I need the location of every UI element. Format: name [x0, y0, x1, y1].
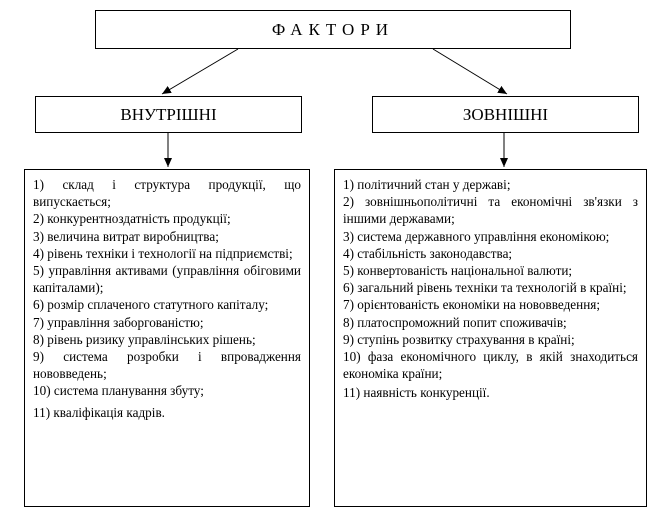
list-item: 5) управління активами (управління обіговими капіталами);	[33, 263, 301, 296]
internal-heading-box	[35, 96, 302, 133]
factors-title: ФАКТОРИ	[271, 19, 395, 39]
list-item: 11) кваліфікація кадрів.	[33, 404, 165, 420]
external-factors-list	[334, 169, 647, 507]
list-item: 1) політичний стан у державі;	[343, 177, 511, 192]
list-item: 5) конвертованість національної валюти;	[343, 263, 573, 279]
list-item: 2) зовнішньополітичні та економічні зв'язки з іншими державами;	[343, 194, 638, 227]
arrow-to-internal	[162, 49, 238, 94]
list-item: 4) рівень техніки і технології на підприємстві;	[33, 245, 293, 261]
list-item: 6) загальний рівень техніки та технологій в країні;	[343, 280, 627, 296]
list-item: 4) стабільність законодавства;	[343, 245, 513, 261]
list-item: 6) розмір сплаченого статутного капіталу;	[33, 297, 269, 313]
list-item: 1) склад і структура продукції, що випускається;	[33, 177, 301, 210]
list-item: 11) наявність конкуренції.	[343, 385, 490, 401]
list-item: 10) фаза економічного циклу, в якій знаходиться економіка країни;	[343, 349, 638, 382]
list-item: 7) управління заборгованістю;	[33, 314, 204, 330]
list-item: 8) рівень ризику управлінських рішень;	[33, 331, 256, 347]
list-item: 10) система планування збуту;	[33, 383, 204, 399]
list-item: 3) величина витрат виробництва;	[33, 228, 219, 244]
internal-heading: ВНУТРІШНІ	[120, 104, 217, 124]
internal-factors-list	[24, 169, 310, 507]
list-item: 9) система розробки і впровадження нововведень;	[33, 349, 301, 382]
external-heading-box	[372, 96, 639, 133]
list-item: 2) конкурентноздатність продукції;	[33, 211, 231, 227]
list-item: 7) орієнтованість економіки на нововведення;	[343, 297, 600, 313]
list-item: 9) ступінь розвитку страхування в країні;	[343, 331, 575, 347]
external-heading: ЗОВНІШНІ	[462, 104, 549, 124]
factors-title-box	[95, 10, 571, 49]
list-item: 3) система державного управління економікою;	[343, 228, 610, 244]
arrow-to-external	[433, 49, 507, 94]
list-item: 8) платоспроможний попит споживачів;	[343, 314, 567, 330]
